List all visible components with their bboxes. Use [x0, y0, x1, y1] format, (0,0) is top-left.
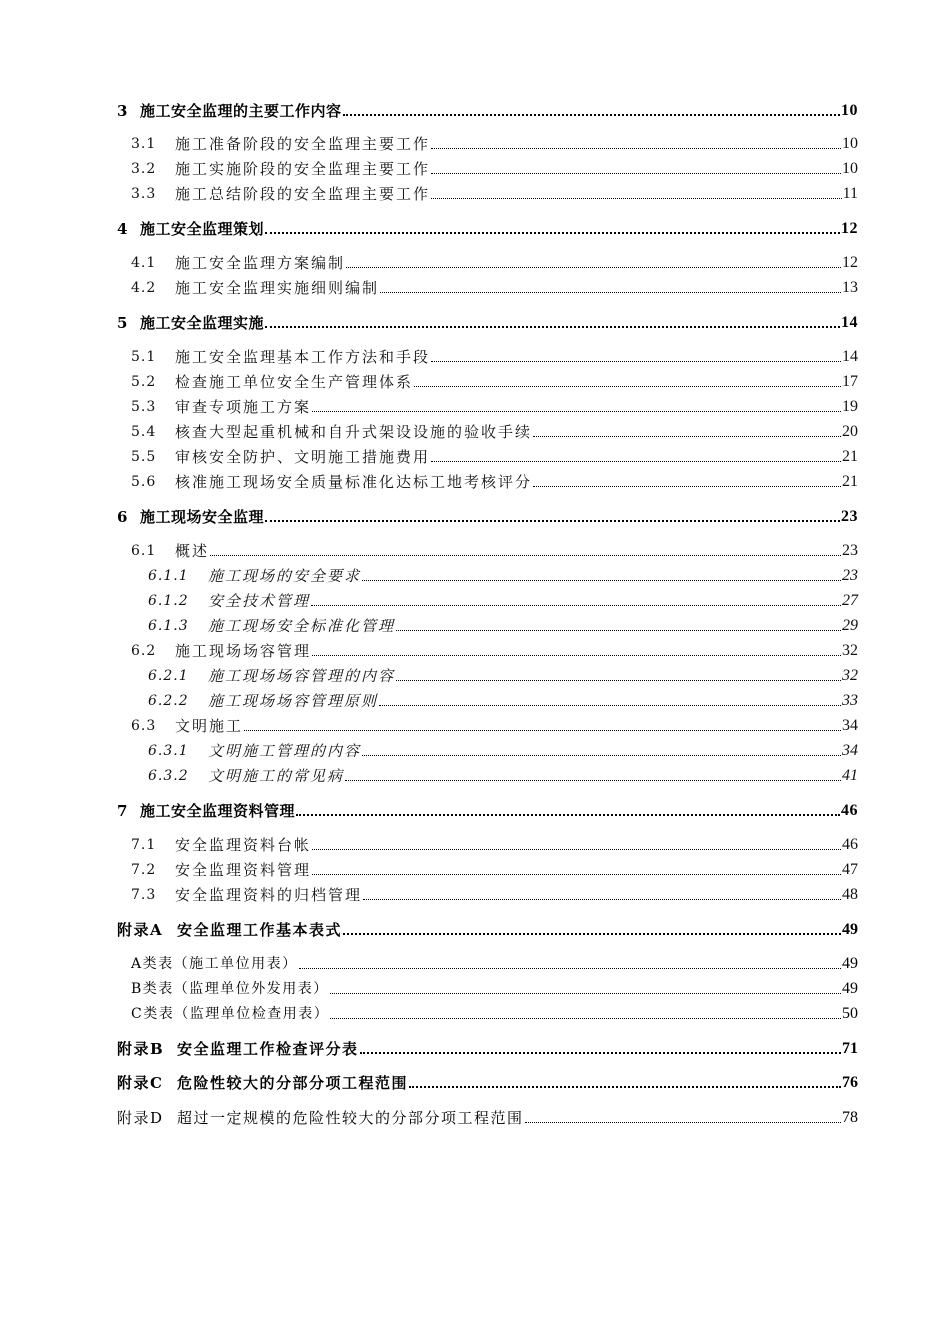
dot-leader	[312, 874, 841, 875]
toc-title: 施工现场的安全要求	[208, 567, 362, 585]
toc-entry-4-1[interactable]	[131, 252, 858, 274]
toc-page: 10	[841, 102, 858, 119]
toc-title: 危险性较大的分部分项工程范围	[177, 1074, 409, 1092]
toc-entry-chapter-3[interactable]	[117, 100, 858, 122]
toc-number: 6.3.2	[148, 768, 189, 784]
dot-leader	[414, 386, 841, 387]
toc-number: 5	[117, 314, 128, 332]
toc-entry-5-6[interactable]	[131, 471, 858, 493]
dot-leader	[312, 655, 841, 656]
toc-title: 施工安全监理的主要工作内容	[140, 102, 342, 120]
toc-title: 施工现场安全标准化管理	[208, 617, 396, 635]
toc-page: 10	[842, 135, 858, 152]
toc-number: 5.1	[131, 349, 157, 365]
toc-entry-6-2-1[interactable]	[148, 665, 858, 687]
toc-title: 核准施工现场安全质量标准化达标工地考核评分	[175, 473, 533, 491]
toc-title: 施工现场场容管理原则	[208, 692, 379, 710]
toc-number: 4.2	[131, 280, 157, 296]
toc-page: 49	[842, 955, 858, 972]
dot-leader	[409, 1086, 841, 1088]
dot-leader	[312, 411, 841, 412]
toc-page: 46	[842, 836, 858, 853]
toc-entry-5-3[interactable]	[131, 396, 858, 418]
toc-page: 23	[842, 542, 858, 559]
dot-leader	[431, 173, 841, 174]
toc-entry-chapter-7[interactable]	[117, 800, 858, 822]
toc-page: 23	[842, 567, 858, 584]
toc-page: 33	[842, 692, 858, 709]
toc-entry-appendix-a-class-a[interactable]	[131, 953, 858, 975]
toc-page: 48	[842, 886, 858, 903]
toc-title: 施工安全监理实施细则编制	[175, 279, 380, 297]
toc-number: 3	[117, 102, 128, 120]
dot-leader	[431, 461, 841, 462]
toc-number: 6.2.2	[148, 693, 189, 709]
dot-leader	[379, 705, 841, 706]
toc-entry-3-3[interactable]	[131, 183, 858, 205]
toc-number: 附录A	[117, 921, 164, 939]
toc-number: 5.2	[131, 374, 157, 390]
toc-title: 文明施工管理的内容	[208, 742, 362, 760]
toc-page: 32	[842, 642, 858, 659]
toc-number: 7	[117, 802, 128, 820]
toc-number: 附录C	[117, 1074, 164, 1092]
toc-number: 3.1	[131, 136, 157, 152]
toc-title: C类表（监理单位检查用表）	[131, 1006, 330, 1022]
toc-entry-chapter-4[interactable]	[117, 218, 858, 240]
toc-page: 12	[842, 254, 858, 271]
dot-leader	[210, 555, 841, 556]
toc-title: A类表（施工单位用表）	[131, 956, 298, 972]
toc-number: 3.3	[131, 186, 157, 202]
toc-page: 41	[842, 767, 858, 784]
toc-page: 29	[842, 617, 858, 634]
toc-page: 13	[842, 279, 858, 296]
toc-page: 10	[842, 160, 858, 177]
toc-entry-6-3-2[interactable]	[148, 765, 858, 787]
toc-entry-6-2[interactable]	[131, 640, 858, 662]
dot-leader	[265, 520, 840, 522]
toc-page: 23	[841, 508, 858, 525]
toc-entry-appendix-a[interactable]	[117, 919, 858, 941]
toc-entry-5-4[interactable]	[131, 421, 858, 443]
toc-entry-appendix-c[interactable]	[117, 1072, 858, 1094]
dot-leader	[525, 1122, 841, 1123]
toc-entry-5-1[interactable]	[131, 346, 858, 368]
toc-page: 19	[842, 398, 858, 415]
dot-leader	[363, 899, 841, 900]
toc-title: 检查施工单位安全生产管理体系	[175, 373, 414, 391]
toc-number: 6.3.1	[148, 743, 189, 759]
toc-entry-appendix-d[interactable]	[117, 1107, 858, 1129]
toc-entry-6-1-3[interactable]	[148, 615, 858, 637]
toc-entry-6-1[interactable]	[131, 540, 858, 562]
dot-leader	[431, 361, 841, 362]
toc-title: 安全技术管理	[208, 592, 311, 610]
toc-title: 施工实施阶段的安全监理主要工作	[175, 160, 431, 178]
toc-entry-chapter-5[interactable]	[117, 312, 858, 334]
toc-title: 施工现场安全监理	[140, 508, 265, 526]
toc-page: 49	[842, 980, 858, 997]
dot-leader	[380, 292, 841, 293]
toc-page: 20	[842, 423, 858, 440]
toc-title: 审查专项施工方案	[175, 398, 312, 416]
toc-entry-7-2[interactable]	[131, 859, 858, 881]
toc-page: 50	[842, 1005, 858, 1022]
toc-page: 71	[842, 1040, 858, 1057]
toc-entry-7-1[interactable]	[131, 834, 858, 856]
dot-leader	[330, 1018, 841, 1019]
toc-entry-5-5[interactable]	[131, 446, 858, 468]
toc-entry-6-3-1[interactable]	[148, 740, 858, 762]
dot-leader	[431, 198, 842, 199]
toc-title: 施工安全监理资料管理	[140, 802, 296, 820]
dot-leader	[533, 486, 841, 487]
toc-page: 14	[842, 348, 858, 365]
toc-title: 审核安全防护、文明施工措施费用	[175, 448, 431, 466]
toc-number: 6.1	[131, 543, 157, 559]
toc-page: 32	[842, 667, 858, 684]
dot-leader	[311, 605, 841, 606]
toc-title: 施工现场场容管理的内容	[208, 667, 396, 685]
toc-entry-6-3[interactable]	[131, 715, 858, 737]
toc-entry-3-1[interactable]	[131, 133, 858, 155]
toc-number: 7.2	[131, 862, 157, 878]
toc-page: 17	[842, 373, 858, 390]
toc-title: 超过一定规模的危险性较大的分部分项工程范围	[177, 1109, 524, 1127]
toc-page: 46	[841, 802, 858, 819]
toc-entry-3-2[interactable]	[131, 158, 858, 180]
toc-page: 12	[841, 220, 858, 237]
toc-title: 施工准备阶段的安全监理主要工作	[175, 135, 431, 153]
toc-entry-appendix-b[interactable]	[117, 1038, 858, 1060]
toc-number: 5.5	[131, 449, 157, 465]
dot-leader	[244, 730, 841, 731]
dot-leader	[299, 968, 841, 969]
dot-leader	[396, 630, 841, 631]
toc-page: 78	[842, 1109, 858, 1126]
dot-leader	[360, 1052, 841, 1054]
toc-title: 核查大型起重机械和自升式架设设施的验收手续	[175, 423, 533, 441]
toc-number: 5.4	[131, 424, 157, 440]
toc-number: 附录B	[117, 1040, 165, 1058]
toc-entry-7-3[interactable]	[131, 884, 858, 906]
toc-number: 3.2	[131, 161, 157, 177]
dot-leader	[533, 436, 841, 437]
toc-entry-appendix-a-class-b[interactable]	[131, 978, 858, 1000]
toc-number: 5.3	[131, 399, 157, 415]
toc-page: 76	[842, 1074, 858, 1091]
dot-leader	[296, 814, 840, 816]
toc-entry-6-2-2[interactable]	[148, 690, 858, 712]
dot-leader	[396, 680, 841, 681]
toc-number: 6.1.1	[148, 568, 189, 584]
toc-title: 安全监理工作检查评分表	[177, 1040, 359, 1058]
toc-number: 6.3	[131, 718, 157, 734]
toc-page: 47	[842, 861, 858, 878]
toc-title: 施工安全监理实施	[140, 314, 265, 332]
toc-page: 11	[842, 185, 858, 202]
toc-entry-appendix-a-class-c[interactable]	[131, 1003, 858, 1025]
toc-title: 安全监理资料台帐	[175, 836, 312, 854]
toc-number: 4	[117, 220, 128, 238]
dot-leader	[345, 780, 841, 781]
toc-page: 21	[842, 448, 858, 465]
toc-title: 安全监理资料的归档管理	[175, 886, 363, 904]
toc-page: 14	[841, 314, 858, 331]
dot-leader	[265, 232, 840, 234]
toc-number: 附录D	[117, 1109, 164, 1127]
toc-title: 施工安全监理基本工作方法和手段	[175, 348, 431, 366]
toc-title: 文明施工的常见病	[208, 767, 345, 785]
toc-number: 7.1	[131, 837, 157, 853]
toc-title: 概述	[175, 542, 210, 560]
toc-title: 安全监理资料管理	[175, 861, 312, 879]
toc-entry-4-2[interactable]	[131, 277, 858, 299]
dot-leader	[312, 849, 841, 850]
toc-page: 27	[842, 592, 858, 609]
toc-number: 6.1.2	[148, 593, 189, 609]
toc-entry-6-1-1[interactable]	[148, 565, 858, 587]
dot-leader	[362, 755, 841, 756]
toc-page: 34	[842, 742, 858, 759]
toc-page: 21	[842, 473, 858, 490]
toc-number: 6.1.3	[148, 618, 189, 634]
dot-leader	[265, 326, 840, 328]
dot-leader	[343, 933, 841, 935]
toc-page: 34	[842, 717, 858, 734]
toc-title: 文明施工	[175, 717, 244, 735]
dot-leader	[346, 267, 841, 268]
toc-title: 施工安全监理策划	[140, 220, 265, 238]
toc-number: 7.3	[131, 887, 157, 903]
dot-leader	[330, 993, 841, 994]
toc-title: B类表（监理单位外发用表）	[131, 981, 329, 997]
dot-leader	[431, 148, 841, 149]
toc-title: 施工总结阶段的安全监理主要工作	[175, 185, 431, 203]
toc-entry-5-2[interactable]	[131, 371, 858, 393]
toc-entry-chapter-6[interactable]	[117, 506, 858, 528]
toc-title: 施工现场场容管理	[175, 642, 312, 660]
toc-title: 施工安全监理方案编制	[175, 254, 346, 272]
toc-entry-6-1-2[interactable]	[148, 590, 858, 612]
dot-leader	[343, 114, 840, 116]
toc-number: 6	[117, 508, 128, 526]
toc-number: 6.2.1	[148, 668, 189, 684]
toc-number: 5.6	[131, 474, 157, 490]
toc-number: 6.2	[131, 643, 157, 659]
toc-page: 49	[842, 921, 858, 938]
toc-title: 安全监理工作基本表式	[177, 921, 343, 939]
dot-leader	[362, 580, 841, 581]
toc-number: 4.1	[131, 255, 157, 271]
